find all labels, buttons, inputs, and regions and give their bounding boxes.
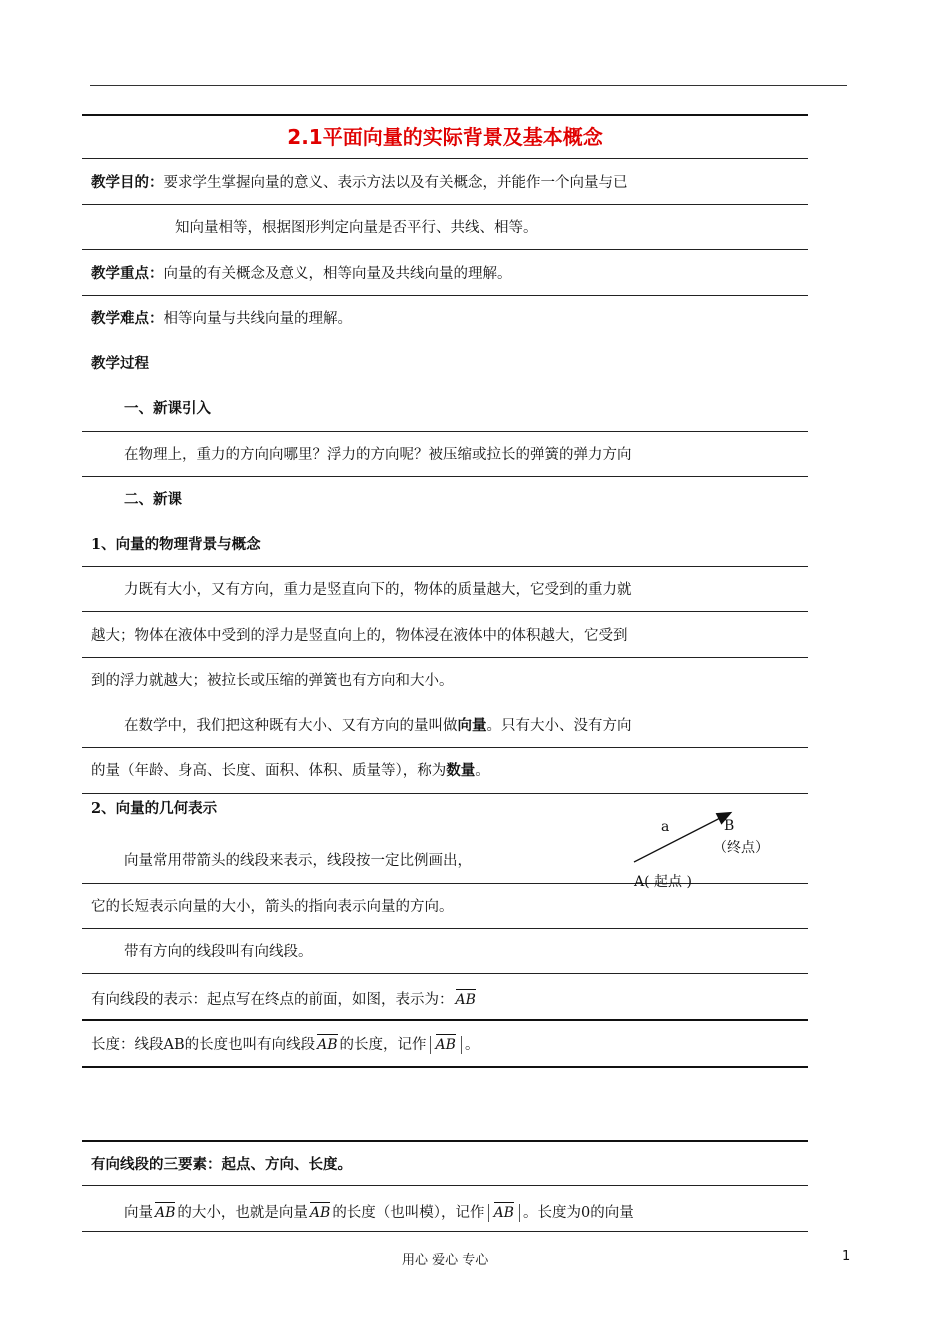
key-point-text: 向量的有关概念及意义，相等向量及共线向量的理解。	[163, 266, 512, 282]
header-rule	[90, 85, 847, 86]
figure-label-end: （终点）	[713, 840, 769, 856]
key-point-label: 教学重点：	[91, 265, 164, 282]
row-rule	[82, 1231, 808, 1232]
vector-ab: AB	[317, 1032, 337, 1055]
row-rule	[82, 1019, 808, 1021]
row-rule	[82, 1185, 808, 1186]
length-line	[91, 1032, 479, 1055]
table-top-rule	[82, 114, 808, 116]
table-bottom-rule	[82, 1066, 808, 1068]
table2-top-rule	[82, 1140, 808, 1142]
magnitude-mid2: 的长度（也叫模），记作	[332, 1205, 485, 1221]
geo-line2: 它的长短表示向量的大小，箭头的指向表示向量的方向。	[91, 899, 454, 915]
row-rule	[82, 249, 808, 250]
row-rule	[82, 476, 808, 477]
length-post: 。	[464, 1037, 480, 1053]
goal-line1	[91, 173, 628, 193]
three-elements: 有向线段的三要素：起点、方向、长度。	[91, 1156, 352, 1173]
para3-pre: 的量（年龄、身高、长度、面积、体积、质量等），称为	[91, 763, 447, 779]
page-number: 1	[842, 1249, 851, 1264]
term-vector: 向量	[457, 717, 487, 734]
key-point	[91, 264, 512, 284]
figure-label-b: B	[724, 818, 735, 834]
notation-text: 有向线段的表示：起点写在终点的前面，如图，表示为：	[91, 992, 454, 1008]
page-title: 2.1平面向量的实际背景及基本概念	[287, 125, 603, 149]
row-rule	[82, 657, 808, 658]
goal-line2: 知向量相等，根据图形判定向量是否平行、共线、相等。	[175, 220, 538, 236]
term-scalar: 数量	[446, 762, 476, 779]
vector-ab: AB	[155, 1200, 175, 1223]
vector-ab: AB	[310, 1200, 330, 1223]
para1-line1: 力既有大小，又有方向，重力是竖直向下的，物体的质量越大，它受到的重力就	[124, 582, 632, 598]
abs-bar-left	[430, 1036, 431, 1054]
abs-bar-right	[519, 1204, 520, 1222]
section2-heading: 二、新课	[124, 491, 182, 508]
row-rule	[82, 295, 808, 296]
para3	[91, 761, 490, 781]
footer-slogan: 用心 爱心 专心	[402, 1253, 489, 1268]
para2	[124, 716, 632, 736]
geo-line3: 带有方向的线段叫有向线段。	[124, 944, 313, 960]
magnitude-pre: 向量	[124, 1205, 153, 1221]
magnitude-post: 。长度为0的向量	[522, 1205, 634, 1221]
intro-text: 在物理上，重力的方向向哪里？浮力的方向呢？被压缩或拉长的弹簧的弹力方向	[124, 447, 632, 463]
row-rule	[82, 973, 808, 974]
abs-bar-left	[488, 1204, 489, 1222]
goal-text: 要求学生掌握向量的意义、表示方法以及有关概念，并能作一个向量与已	[163, 175, 628, 191]
row-rule	[82, 204, 808, 205]
difficulty	[91, 309, 352, 329]
magnitude-line	[124, 1200, 634, 1223]
para3-post: 。	[475, 763, 490, 779]
row-rule	[82, 747, 808, 748]
vector-ab: AB	[456, 987, 476, 1010]
para1-line3: 到的浮力就越大；被拉长或压缩的弹簧也有方向和大小。	[91, 673, 454, 689]
figure-label-a: a	[661, 819, 670, 835]
para2-post: 。只有大小、没有方向	[486, 718, 632, 734]
figure-label-start: A( 起点 )	[634, 874, 692, 890]
goal-label: 教学目的：	[91, 174, 164, 191]
magnitude-mid1: 的大小，也就是向量	[177, 1205, 308, 1221]
notation-line	[91, 987, 478, 1010]
sub1-heading: 1、向量的物理背景与概念	[91, 536, 261, 553]
row-rule	[82, 793, 808, 794]
row-rule	[82, 611, 808, 612]
para1-line2: 越大；物体在液体中受到的浮力是竖直向上的，物体浸在液体中的体积越大，它受到	[91, 628, 628, 644]
row-rule	[82, 928, 808, 929]
length-mid: 的长度，记作	[339, 1037, 427, 1053]
para2-pre: 在数学中，我们把这种既有大小、又有方向的量叫做	[124, 718, 458, 734]
vector-ab: AB	[436, 1032, 456, 1055]
section1-heading: 一、新课引入	[124, 400, 211, 417]
row-rule	[82, 158, 808, 159]
row-rule	[82, 431, 808, 432]
process-heading: 教学过程	[91, 355, 149, 372]
difficulty-text: 相等向量与共线向量的理解。	[163, 311, 352, 327]
difficulty-label: 教学难点：	[91, 310, 164, 327]
geo-line1: 向量常用带箭头的线段来表示，线段按一定比例画出，	[124, 853, 472, 869]
length-pre: 长度：线段AB的长度也叫有向线段	[91, 1037, 316, 1053]
vector-ab: AB	[494, 1200, 514, 1223]
abs-bar-right	[461, 1036, 462, 1054]
sub2-heading: 2、向量的几何表示	[91, 800, 218, 817]
row-rule	[82, 566, 808, 567]
